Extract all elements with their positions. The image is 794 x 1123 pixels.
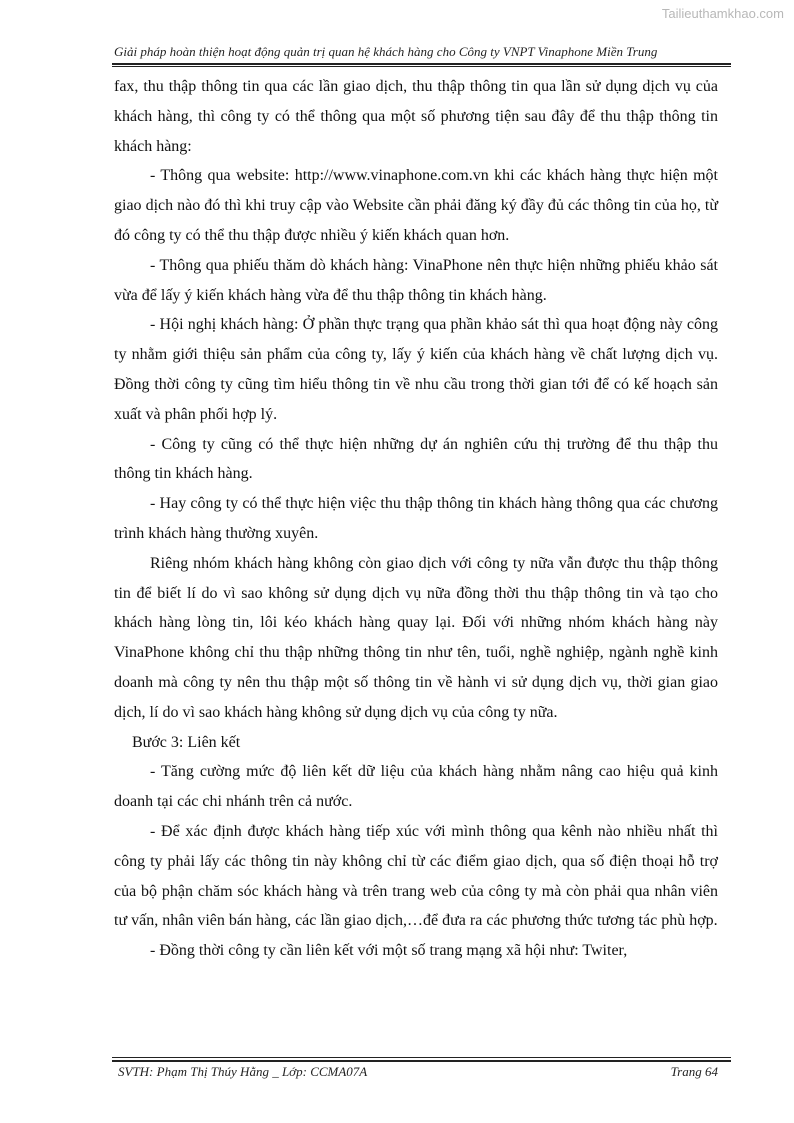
body-paragraph: - Thông qua website: http://www.vinaphone.com.vn khi các khách hàng thực hiện một giao dịch nào đó thì khi truy cập vào Website cần phải đăng ký đầy đủ các thông tin của họ, từ đó công ty có thể thu thập được nhiều ý kiến khách quan hơn. [114, 167, 718, 244]
body-paragraph: - Hội nghị khách hàng: Ở phần thực trạng qua phần khảo sát thì qua hoạt động này công ty nhằm giới thiệu sản phẩm của công ty, lấy ý kiến của khách hàng về chất lượng dịch vụ. Đồng thời công ty cũng tìm hiểu thông tin về nhu cầu trong thời gian tới để có kế hoạch sản xuất và phân phối hợp lý. [114, 316, 718, 423]
running-header: Giải pháp hoàn thiện hoạt động quản trị quan hệ khách hàng cho Công ty VNPT Vinaphone Miền Trung [114, 44, 658, 59]
body-paragraph: - Công ty cũng có thể thực hiện những dự án nghiên cứu thị trường để thu thập thu thông tin khách hàng. [114, 435, 718, 483]
section-heading: Bước 3: Liên kết [132, 733, 241, 751]
page-number: Trang 64 [670, 1064, 718, 1079]
body-paragraph: fax, thu thập thông tin qua các lần giao dịch, thu thập thông tin qua lần sử dụng dịch vụ của khách hàng, thì công ty có thể thông qua một số phương tiện sau đây để thu thập thông tin khách hàng: [114, 78, 718, 155]
body-paragraph: Riêng nhóm khách hàng không còn giao dịch với công ty nữa vẫn được thu thập thông tin để biết lí do vì sao không sử dụng dịch vụ nữa đồng thời thu thập thông tin và tạo cho khách hàng lòng tin, lôi kéo khách hàng quay lại. Đối với những nhóm khách hàng này VinaPhone không chỉ thu thập những thông tin như tên, tuổi, nghề nghiệp, ngành nghề kinh doanh mà công ty nên thu thập một số thông tin về hành vi sử dụng dịch vụ, thời gian giao dịch, lí do vì sao khách hàng không sử dụng dịch vụ của công ty nữa. [114, 554, 718, 721]
header-rule-thin [112, 66, 731, 67]
body-paragraph: - Thông qua phiếu thăm dò khách hàng: VinaPhone nên thực hiện những phiếu khảo sát vừa để lấy ý kiến khách hàng vừa để thu thập thông tin khách hàng. [114, 256, 718, 304]
page-body [114, 72, 718, 966]
footer-rule-thin [112, 1057, 731, 1058]
watermark-text: Tailieuthamkhao.com [661, 6, 784, 21]
body-paragraph: - Hay công ty có thể thực hiện việc thu thập thông tin khách hàng thông qua các chương trình khách hàng thường xuyên. [114, 495, 718, 542]
footer-author: SVTH: Phạm Thị Thúy Hằng _ Lớp: CCMA07A [118, 1064, 368, 1079]
body-paragraph: - Để xác định được khách hàng tiếp xúc với mình thông qua kênh nào nhiều nhất thì công ty phải lấy các thông tin này không chỉ từ các điểm giao dịch, qua số điện thoại hỗ trợ của bộ phận chăm sóc khách hàng và trên trang web của công ty mà còn phải qua nhân viên tư vấn, nhân viên bán hàng, các lần giao dịch,…để đưa ra các phương thức tương tác phù hợp. [114, 822, 718, 930]
header-rule [112, 63, 731, 65]
body-paragraph: - Tăng cường mức độ liên kết dữ liệu của khách hàng nhằm nâng cao hiệu quả kinh doanh tại các chi nhánh trên cả nước. [114, 763, 718, 811]
body-paragraph: - Đồng thời công ty cần liên kết với một số trang mạng xã hội như: Twiter, [150, 942, 628, 960]
footer-rule [112, 1060, 731, 1062]
